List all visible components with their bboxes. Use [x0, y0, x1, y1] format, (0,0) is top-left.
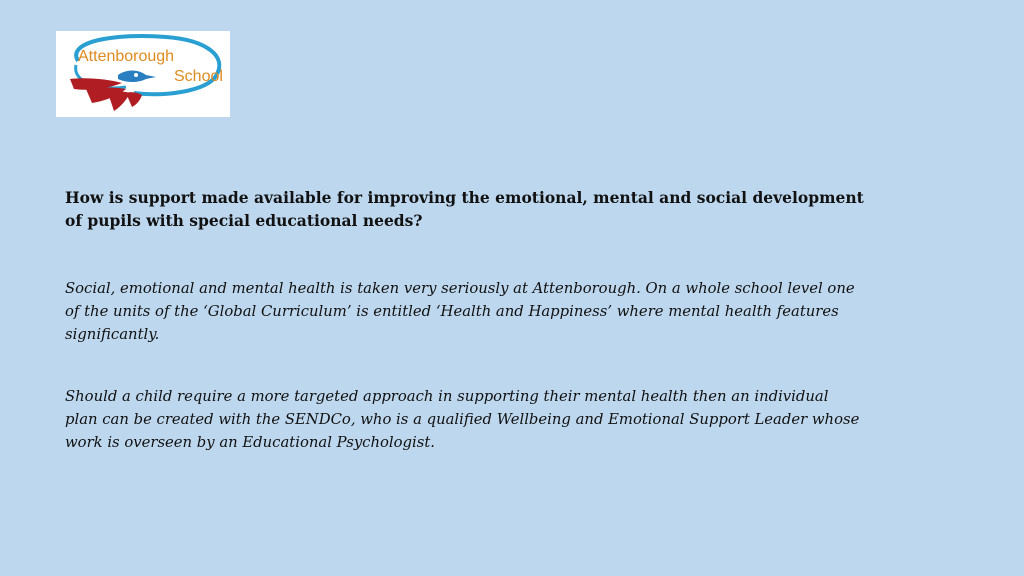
logo-bird-eye: [134, 73, 138, 77]
paragraph-whole-school: Social, emotional and mental health is taken very seriously at Attenborough. On a whole school level one of the units of the ‘Global Curriculum’ is entitled ‘Health and Happiness’ where mental health features significantly.: [65, 280, 855, 343]
school-logo-graphic: [56, 31, 230, 117]
main-content: [65, 186, 865, 454]
logo-text-line2: School: [174, 68, 223, 85]
logo-feather-4: [126, 92, 142, 107]
school-logo: [56, 31, 230, 117]
question-heading: How is support made available for improving the emotional, mental and social development of pupils with special educational needs?: [65, 188, 864, 230]
paragraph-individual-plan: Should a child require a more targeted approach in supporting their mental health then an individual plan can be created with the SENDCo, who is a qualified Wellbeing and Emotional Support Leader whose work is overseen by an Educational Psychologist.: [65, 388, 860, 451]
logo-text-line1: Attenborough: [78, 48, 175, 65]
